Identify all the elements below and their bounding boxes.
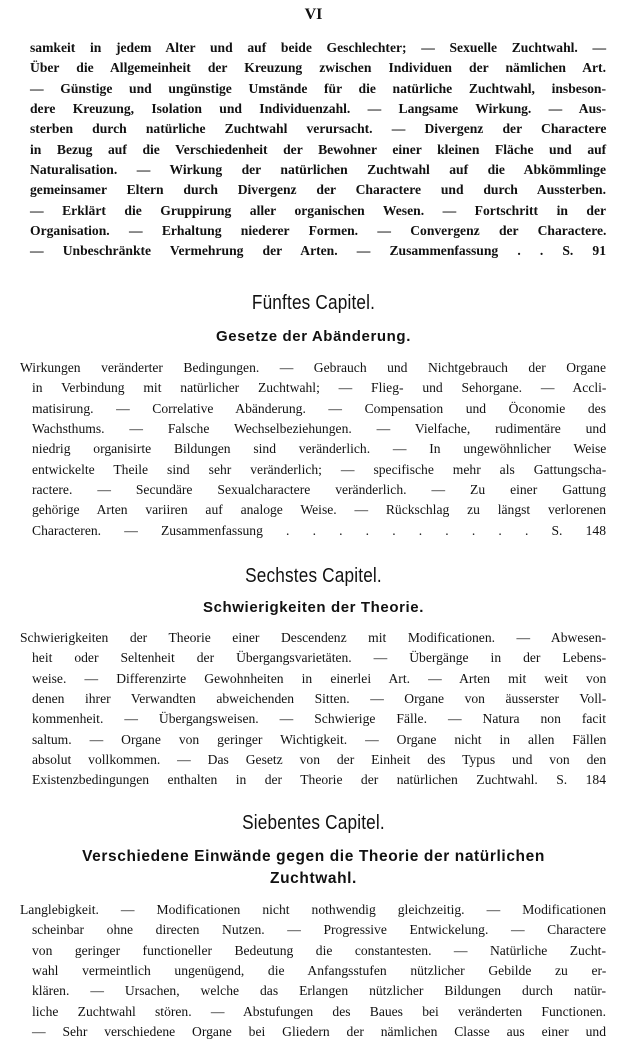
text-line: matisirung. — Correlative Abänderung. — Compensation und Öconomie des (32, 400, 606, 416)
text-line: liche Zuchtwahl stören. — Abstufungen des Baues bei veränderten Functionen. (32, 1003, 606, 1019)
chapter-7-subtitle-line-1: Verschiedene Einwände gegen die Theorie der natürlichen (82, 848, 545, 865)
text-line: ractere. — Secundäre Sexualcharactere veränderlich. — Zu einer Gattung (32, 482, 606, 498)
text-line: weise. — Differenzirte Gewohnheiten in einerlei Art. — Arten mit weit von (32, 670, 607, 686)
chapter-7-subtitle-line-2: Zuchtwahl. (270, 870, 357, 887)
chapter-7-summary (20, 900, 606, 1042)
chapter-6-subtitle: Schwierigkeiten der Theorie. (202, 599, 425, 616)
text-line: samkeit in jedem Alter und auf beide Geschlechter; — Sexuelle Zuchtwahl. — (30, 40, 607, 55)
text-line: niedrig organisirte Bildungen sind veränderlich. — In ungewöhnlicher Weise (32, 441, 607, 457)
text-line: Characteren. — Zusammenfassung . . . . . . . . . . S. 148 (32, 522, 606, 538)
text-line: denen ihrer Verwandten abweichenden Sitten. — Organe von äusserster Voll- (32, 691, 607, 707)
text-line: Langlebigkeit. — Modificationen nicht nothwendig gleichzeitig. — Modificationen (20, 902, 606, 917)
text-line: Über die Allgemeinheit der Kreuzung zwischen Individuen der nämlichen Art. (30, 60, 606, 76)
chapter-6-title: Sechstes Capitel. (245, 565, 382, 587)
text-line: gemeinsamer Eltern durch Divergenz der Charactere und durch Aussterben. (30, 182, 606, 198)
text-line: Organisation. — Erhaltung niederer Formen. — Convergenz der Charactere. (30, 223, 607, 239)
text-line: — Unbeschränkte Vermehrung der Arten. — Zusammenfassung . . S. 91 (30, 243, 606, 259)
text-line: gehörige Arten variiren auf analoge Weise. — Rückschlag zu längst verlorenen (32, 502, 607, 518)
text-line: Wirkungen veränderter Bedingungen. — Gebrauch und Nichtgebrauch der Organe (20, 360, 606, 375)
text-line: von geringer functioneller Bedeutung die constantesten. — Natürliche Zucht- (32, 942, 606, 958)
text-line: Wachsthums. — Falsche Wechselbeziehungen. — Vielfache, rudimentäre und (32, 421, 606, 437)
text-line: kommenheit. — Übergangsweisen. — Schwierige Fälle. — Natura non facit (32, 711, 606, 727)
chapter4-summary (30, 38, 606, 262)
text-line: heit oder Seltenheit der Übergangsvarietäten. — Übergänge in der Lebens- (32, 650, 607, 666)
text-line: klären. — Ursachen, welche das Erlangen nützlicher Bildungen durch natür- (32, 983, 607, 999)
text-line: wahl vermeintlich ungenügend, die Anfangsstufen nützlicher Gebilde zu er- (32, 963, 607, 979)
text-line: scheinbar ohne directen Nutzen. — Progressive Entwickelung. — Charactere (32, 922, 606, 938)
text-line: Naturalisation. — Wirkung der natürlichen Zuchtwahl auf die Abkömmlinge (30, 162, 606, 178)
text-line: dere Kreuzung, Isolation und Individuenzahl. — Langsame Wirkung. — Aus- (30, 101, 606, 117)
chapter-6-summary (20, 628, 606, 791)
chapter-5-title: Fünftes Capitel. (251, 292, 376, 314)
text-line: in Verbindung mit natürlicher Zuchtwahl; — Flieg- und Sehorgane. — Accli- (32, 380, 607, 396)
text-line: Existenzbedingungen enthalten in der Theorie der natürlichen Zuchtwahl. S. 184 (32, 772, 606, 788)
chapter-5-summary (20, 358, 606, 541)
text-line: — Erklärt die Gruppirung aller organischen Wesen. — Fortschritt in der (30, 202, 607, 218)
text-line: Schwierigkeiten der Theorie einer Descendenz mit Modificationen. — Abwesen- (20, 630, 607, 645)
text-line: entwickelte Theile sind sehr veränderlich; — specifische mehr als Gattungscha- (32, 461, 607, 477)
text-line: — Günstige und ungünstige Umstände für die natürliche Zuchtwahl, insbeson- (30, 80, 606, 96)
text-line: sterben durch natürliche Zuchtwahl verursacht. — Divergenz der Charactere (30, 121, 607, 137)
page-number: VI (304, 6, 323, 23)
text-line: in Bezug auf die Verschiedenheit der Bewohner einer kleinen Fläche und auf (30, 141, 607, 157)
text-line: absolut vollkommen. — Das Gesetz von der Einheit des Typus und von den (32, 752, 607, 768)
chapter-7-title: Siebentes Capitel. (242, 812, 385, 834)
chapter-5-subtitle: Gesetze der Abänderung. (216, 328, 411, 345)
text-line: saltum. — Organe von geringer Wichtigkeit. — Organe nicht in allen Fällen (32, 731, 607, 747)
text-line: — Sehr verschiedene Organe bei Gliedern der nämlichen Classe aus einer und (32, 1024, 606, 1040)
